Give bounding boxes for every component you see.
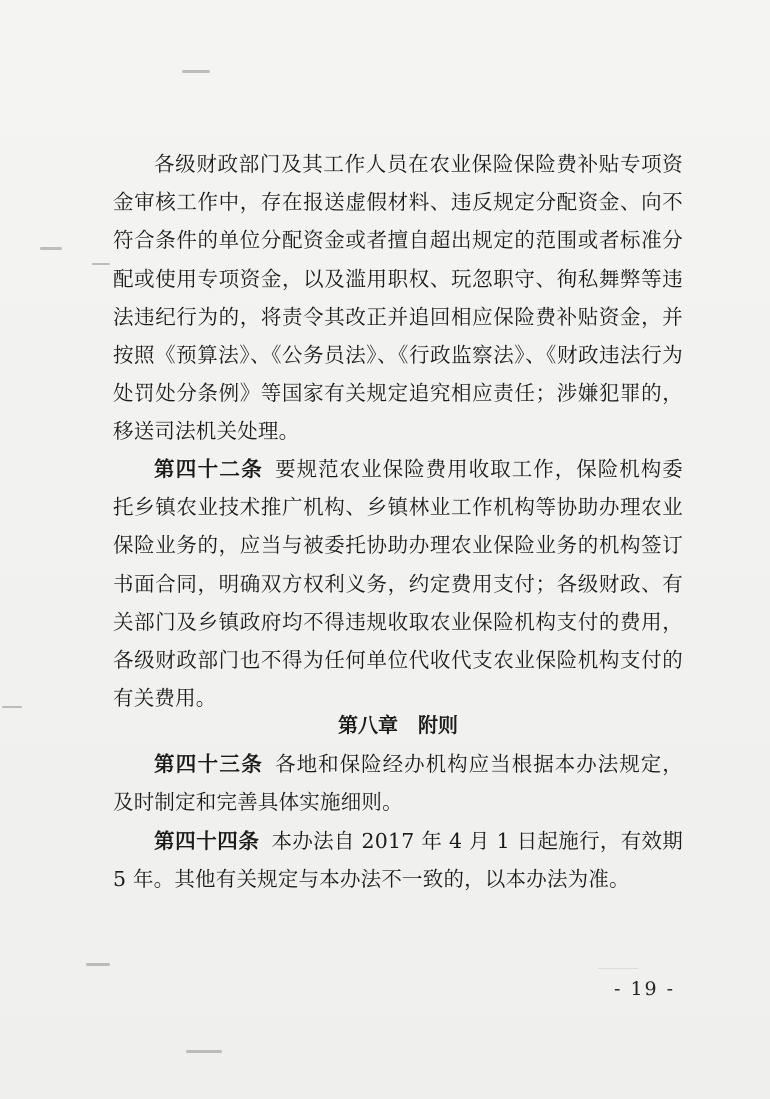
article-43-label: 第四十三条 [154,752,264,776]
article-44 [113,822,683,898]
article-44-block [113,822,683,898]
scan-mark [92,263,110,265]
article-44-label: 第四十四条 [154,829,260,853]
article-43-block [113,745,683,821]
scan-mark [182,70,210,73]
article-42-block [113,450,683,717]
article-43 [113,745,683,821]
scan-mark [186,1050,222,1053]
body-text [113,145,683,451]
scan-mark [2,706,22,708]
article-42-label: 第四十二条 [154,457,264,481]
article-44-text: 本办法自 2017 年 4 月 1 日起施行，有效期 5 年。其他有关规定与本办法不一致的，以本办法为准。 [113,829,683,892]
paragraph-1: 各级财政部门及其工作人员在农业保险保险费补贴专项资金审核工作中，存在报送虚假材料、违反规定分配资金、向不符合条件的单位分配资金或者擅自超出规定的范围或者标准分配或使用专项资金，以及滥用职权、玩忽职守、徇私舞弊等违法违纪行为的，将责令其改正并追回相应保险费补贴资金，并按照《预算法》、《公务员法》、《行政监察法》、《财政违法行为处罚处分条例》等国家有关规定追究相应责任；涉嫌犯罪的，移送司法机关处理。 [113,152,683,444]
article-43-text: 各地和保险经办机构应当根据本办法规定，及时制定和完善具体实施细则。 [113,752,683,815]
scan-mark [40,247,62,250]
article-42-text: 要规范农业保险费用收取工作，保险机构委托乡镇农业技术推广机构、乡镇林业工作机构等协助办理农业保险业务的，应当与被委托协助办理农业保险业务的机构签订书面合同，明确双方权利义务，约定费用支付；各级财政、有关部门及乡镇政府均不得违规收取农业保险机构支付的费用，各级财政部门也不得为任何单位代收代支农业保险机构支付的有关费用。 [113,457,683,711]
scan-mark [86,963,110,966]
chapter-title: 第八章 附则 [338,713,458,737]
page-number: - 19 - [614,978,676,1000]
article-42 [113,450,683,717]
